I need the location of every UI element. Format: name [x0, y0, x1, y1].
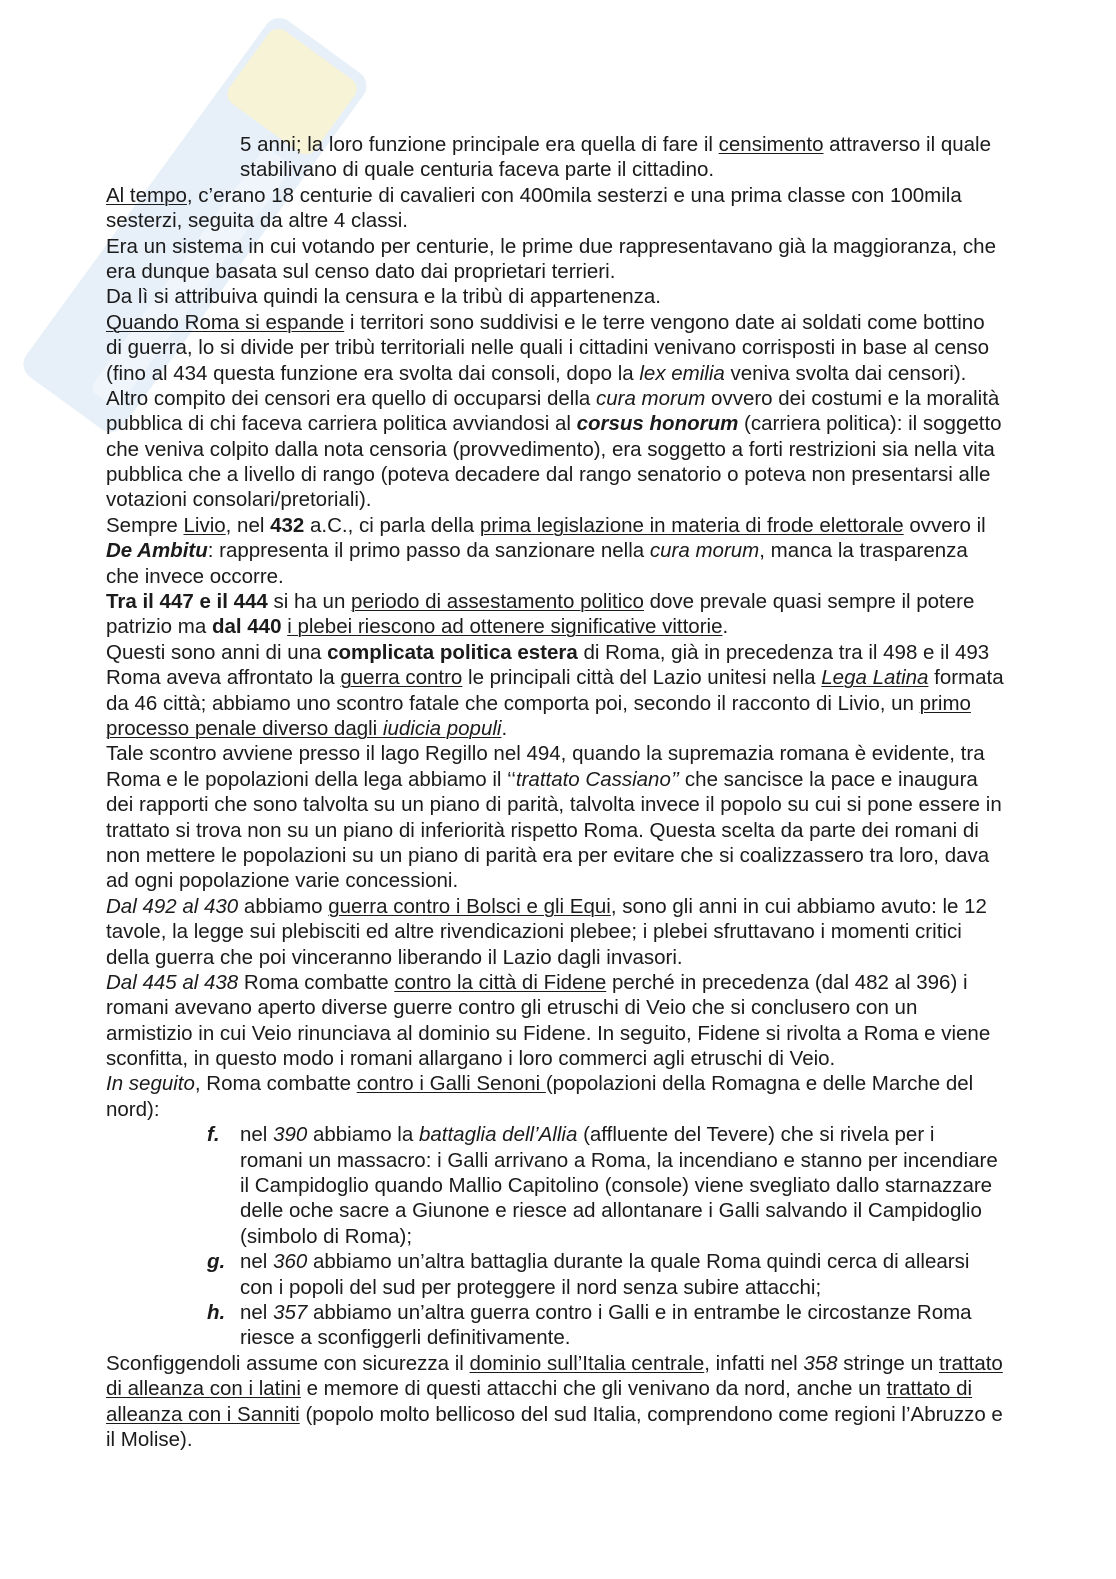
bold-italic-text: corsus honorum: [576, 412, 739, 436]
paragraph: [106, 1351, 1006, 1453]
bold-text: 432: [270, 513, 305, 537]
paragraph: [106, 284, 1006, 309]
underlined-text: contro la città di Fidene: [394, 970, 607, 994]
text-run: da 46 città; abbiamo uno scontro fatale che comporta poi, secondo il racconto di Livio, un: [106, 691, 920, 715]
text-line: [106, 437, 1006, 462]
text-line: [106, 970, 1006, 995]
text-line: [106, 183, 1006, 208]
text-line: [106, 361, 1006, 386]
paragraph: [106, 234, 1006, 285]
italic-text: Dal 492 al 430: [106, 894, 239, 918]
text-run: nel: [240, 1300, 274, 1324]
text-run: e memore di questi attacchi che gli venivano da nord, anche un: [300, 1377, 887, 1401]
paragraph: [106, 1071, 1006, 1122]
paragraph: [106, 183, 1006, 234]
text-run: (popolo molto bellicoso del sud Italia, comprendono come regioni l’Abruzzo e: [299, 1402, 1003, 1426]
paragraph: [106, 513, 1006, 589]
text-line: [106, 1046, 1006, 1071]
text-line: [106, 335, 1006, 360]
paragraph: [106, 589, 1006, 640]
text-line: [106, 1351, 1006, 1376]
text-run: riesce a sconfiggerli definitivamente.: [240, 1326, 571, 1350]
underlined-text: contro i Galli Senoni: [356, 1072, 546, 1096]
text-line: [106, 310, 1006, 335]
underlined-text: dominio sull’Italia centrale: [469, 1351, 705, 1375]
text-run: con i popoli del sud per proteggere il nord senza subire attacchi;: [240, 1275, 822, 1299]
text-run: sesterzi, seguita da altre 4 classi.: [106, 209, 408, 233]
italic-text: cura morum: [649, 539, 760, 563]
text-line: [106, 767, 1006, 792]
text-run: romani avevano aperto diverse guerre contro gli etruschi di Veio che si conclusero con un: [106, 996, 918, 1020]
text-run: tavole, la legge sui plebisciti ed altre rivendicazioni plebee; i plebei sfruttavano i momenti critici: [106, 920, 962, 944]
underlined-text: periodo di assestamento politico: [351, 590, 644, 614]
list-marker: g.: [207, 1250, 226, 1274]
text-run: dei rapporti che sono talvolta su un piano di parità, talvolta invece il popolo su cui si pone essere in: [106, 793, 1002, 817]
bold-text: dal 440: [211, 615, 288, 639]
text-line: [106, 614, 1006, 639]
text-run: i territori sono suddivisi e le terre vengono date ai soldati come bottino: [344, 310, 985, 334]
text-run: di Roma, già in precedenza tra il 498 e il 493: [577, 640, 990, 664]
text-run: attraverso il quale: [823, 133, 991, 156]
text-run: a.C., ci parla della: [304, 513, 480, 537]
underlined-text: Livio: [183, 513, 226, 537]
text-run: .: [501, 716, 508, 740]
text-line: [106, 259, 1006, 284]
paragraph: [106, 310, 1006, 386]
text-line: [106, 818, 1006, 843]
text-run: .: [722, 615, 729, 639]
text-line: [106, 1376, 1006, 1401]
text-run: che invece occorre.: [106, 564, 284, 588]
text-line: [106, 513, 1006, 538]
text-run: della guerra che poi vinceranno liberando il Lazio dagli invasori.: [106, 945, 683, 969]
text-run: Sconfiggendoli assume con sicurezza il: [106, 1351, 470, 1375]
italic-text: cura morum: [595, 386, 706, 410]
text-line: [106, 868, 1006, 893]
text-run: era dunque basata sul censo dato dai proprietari terrieri.: [106, 259, 616, 283]
text-run: (affluente del Tevere) che si rivela per i: [577, 1123, 935, 1147]
text-line: [106, 691, 1006, 716]
text-line: [106, 411, 1006, 436]
underlined-text: processo penale diverso dagli: [106, 716, 383, 740]
text-line: [106, 716, 1006, 741]
text-run: Era un sistema in cui votando per centurie, le prime due rappresentavano già la maggioranza, che: [106, 234, 996, 258]
text-run: abbiamo un’altra battaglia durante la quale Roma quindi cerca di allearsi: [307, 1250, 970, 1274]
text-run: ad ogni popolazione varie concessioni.: [106, 869, 459, 893]
paragraph: [106, 894, 1006, 970]
text-run: Questi sono anni di una: [106, 640, 328, 664]
continued-list-text: [106, 132, 1006, 183]
text-run: , sono gli anni in cui abbiamo avuto: le 12: [610, 894, 987, 918]
underlined-text: di alleanza con i latini: [106, 1377, 301, 1401]
text-line: [106, 741, 1006, 766]
paragraph: [106, 640, 1006, 742]
text-line: [106, 1427, 1006, 1452]
underlined-text: prima legislazione in materia di frode elettorale: [479, 513, 904, 537]
bold-text: Tra il 447 e il 444: [106, 590, 268, 614]
text-line: [240, 1224, 1006, 1249]
text-run: ovvero il: [903, 513, 986, 537]
text-line: [240, 132, 1006, 157]
text-run: , manca la trasparenza: [759, 539, 968, 563]
paragraph: [106, 386, 1006, 513]
italic-text: trattato Cassiano’’: [515, 767, 680, 791]
italic-text: 357: [273, 1300, 308, 1324]
bold-italic-text: De Ambitu: [106, 539, 208, 563]
text-line: [106, 1071, 1006, 1096]
text-line: [240, 1300, 1006, 1325]
text-run: le principali città del Lazio unitesi nella: [462, 666, 822, 690]
text-line: [106, 1021, 1006, 1046]
text-run: (carriera politica): il soggetto: [738, 412, 1002, 436]
text-run: (fino al 434 questa funzione era svolta dai consoli, dopo la: [106, 361, 640, 385]
underlined-text: trattato: [939, 1351, 1003, 1375]
text-line: [106, 665, 1006, 690]
underlined-text: i plebei riescono ad ottenere significative vittorie: [287, 615, 723, 639]
underlined-text: guerra contro i Bolsci e gli Equi: [328, 894, 611, 918]
italic-text: 358: [803, 1351, 838, 1375]
italic-text: 360: [273, 1250, 308, 1274]
document-body: [106, 132, 1006, 1452]
underlined-text: trattato di: [886, 1377, 973, 1401]
underlined-text: alleanza con i Sanniti: [106, 1402, 300, 1426]
list-item: [106, 1300, 1006, 1351]
underlined-text: Quando Roma si espande: [106, 310, 345, 334]
text-line: [240, 157, 1006, 182]
text-line: [106, 640, 1006, 665]
text-run: Sempre: [106, 513, 184, 537]
text-line: [106, 538, 1006, 563]
text-line: [106, 792, 1006, 817]
text-line: [106, 919, 1006, 944]
underlined-italic-text: Lega Latina: [821, 666, 929, 690]
text-run: sconfitta, in questo modo i romani allargano i loro commerci agli etruschi di Veio.: [106, 1047, 836, 1071]
text-run: ovvero dei costumi e la moralità: [705, 386, 1000, 410]
text-run: Da lì si attribuiva quindi la censura e la tribù di appartenenza.: [106, 285, 661, 309]
text-run: , nel: [225, 513, 271, 537]
text-run: delle oche sacre a Giunone e riesce ad allontanare i Galli salvando il Campidoglio: [240, 1199, 982, 1223]
text-run: veniva svolta dai censori).: [724, 361, 967, 385]
text-run: il Molise).: [106, 1427, 193, 1451]
italic-text: In seguito: [106, 1072, 195, 1096]
text-run: : rappresenta il primo passo da sanzionare nella: [207, 539, 650, 563]
text-run: Roma e le popolazioni della lega abbiamo il ‘‘: [106, 767, 516, 791]
text-line: [106, 894, 1006, 919]
text-line: [106, 487, 1006, 512]
text-line: [106, 945, 1006, 970]
text-line: [240, 1249, 1006, 1274]
text-line: [240, 1122, 1006, 1147]
text-run: (popolazioni della Romagna e delle Marche del: [545, 1072, 974, 1096]
text-run: , c’erano 18 centurie di cavalieri con 400mila sesterzi e una prima classe con 100mila: [186, 183, 962, 207]
text-run: abbiamo: [238, 894, 329, 918]
text-run: che veniva colpito dalla nota censoria (provvedimento), era soggetto a forti restrizioni sia nella vita: [106, 437, 995, 461]
italic-text: Dal 445 al 438: [106, 970, 239, 994]
italic-text: 390: [273, 1123, 308, 1147]
text-run: perché in precedenza (dal 482 al 396) i: [606, 970, 968, 994]
underlined-text: guerra contro: [340, 666, 463, 690]
text-line: [106, 589, 1006, 614]
text-run: formata: [928, 666, 1004, 690]
text-run: nel: [240, 1123, 274, 1147]
italic-text: battaglia dell’Allia: [418, 1123, 578, 1147]
text-run: abbiamo la: [307, 1123, 419, 1147]
text-run: Tale scontro avviene presso il lago Regillo nel 494, quando la supremazia romana è evidente, tra: [106, 742, 985, 766]
list-item: [106, 1122, 1006, 1249]
paragraph: [106, 741, 1006, 893]
text-run: stabilivano di quale centuria faceva parte il cittadino.: [240, 158, 715, 182]
text-run: Roma aveva affrontato la: [106, 666, 341, 690]
text-run: , infatti nel: [704, 1351, 804, 1375]
text-run: armistizio in cui Veio rinunciava al dominio su Fidene. In seguito, Fidene si rivolta a Roma e viene: [106, 1021, 991, 1045]
text-line: [106, 843, 1006, 868]
text-line: [240, 1325, 1006, 1350]
text-run: si ha un: [267, 590, 352, 614]
text-line: [106, 284, 1006, 309]
list-item: [106, 1249, 1006, 1300]
text-line: [240, 1198, 1006, 1223]
text-run: Roma combatte: [238, 970, 395, 994]
text-line: [106, 386, 1006, 411]
text-line: [240, 1148, 1006, 1173]
text-line: [106, 1097, 1006, 1122]
text-run: dove prevale quasi sempre il potere: [643, 590, 975, 614]
text-run: patrizio ma: [106, 615, 212, 639]
text-line: [240, 1173, 1006, 1198]
italic-text: lex emilia: [639, 361, 725, 385]
underlined-text: censimento: [718, 133, 824, 156]
text-run: abbiamo un’altra guerra contro i Galli e in entrambe le circostanze Roma: [307, 1300, 972, 1324]
text-run: nel: [240, 1250, 274, 1274]
text-run: votazioni consolari/pretoriali).: [106, 488, 372, 512]
list-marker: f.: [207, 1123, 220, 1147]
text-run: stringe un: [837, 1351, 940, 1375]
list-marker: h.: [207, 1300, 226, 1324]
underlined-text: Al tempo: [106, 183, 187, 207]
text-run: pubblica di chi faceva carriera politica avviandosi al: [106, 412, 577, 436]
text-run: che sancisce la pace e inaugura: [679, 767, 978, 791]
text-run: non mettere le popolazioni su un piano di parità era per evitare che si coalizzassero tra loro, dava: [106, 843, 990, 867]
underlined-italic-text: iudicia populi: [382, 716, 502, 740]
text-run: pubblica che a livello di rango (poteva decadere dal rango senatorio o poteva non presentarsi alle: [106, 463, 991, 487]
text-run: , Roma combatte: [194, 1072, 357, 1096]
text-run: 5 anni; la loro funzione principale era quella di fare il: [240, 133, 719, 156]
text-line: [106, 462, 1006, 487]
text-line: [106, 1402, 1006, 1427]
bold-text: complicata politica estera: [327, 640, 578, 664]
paragraph: [106, 970, 1006, 1072]
text-run: trattato si trova non su un piano di inferiorità rispetto Roma. Questa scelta da parte dei romani di: [106, 818, 979, 842]
text-line: [106, 208, 1006, 233]
text-run: (simbolo di Roma);: [240, 1224, 413, 1248]
text-line: [106, 995, 1006, 1020]
text-run: il Campidoglio quando Mallio Capitolino (console) viene svegliato dallo starnazzare: [240, 1174, 993, 1198]
text-run: di guerra, lo si divide per tribù territoriali nelle quali i cittadini venivano corrisposti in base al censo: [106, 336, 990, 360]
text-line: [106, 234, 1006, 259]
text-line: [240, 1275, 1006, 1300]
text-line: [106, 564, 1006, 589]
text-run: romani un massacro: i Galli arrivano a Roma, la incendiano e stanno per incendiare: [240, 1148, 998, 1172]
underlined-text: primo: [919, 691, 971, 715]
text-run: Altro compito dei censori era quello di occuparsi della: [106, 386, 596, 410]
text-run: nord):: [106, 1097, 160, 1121]
